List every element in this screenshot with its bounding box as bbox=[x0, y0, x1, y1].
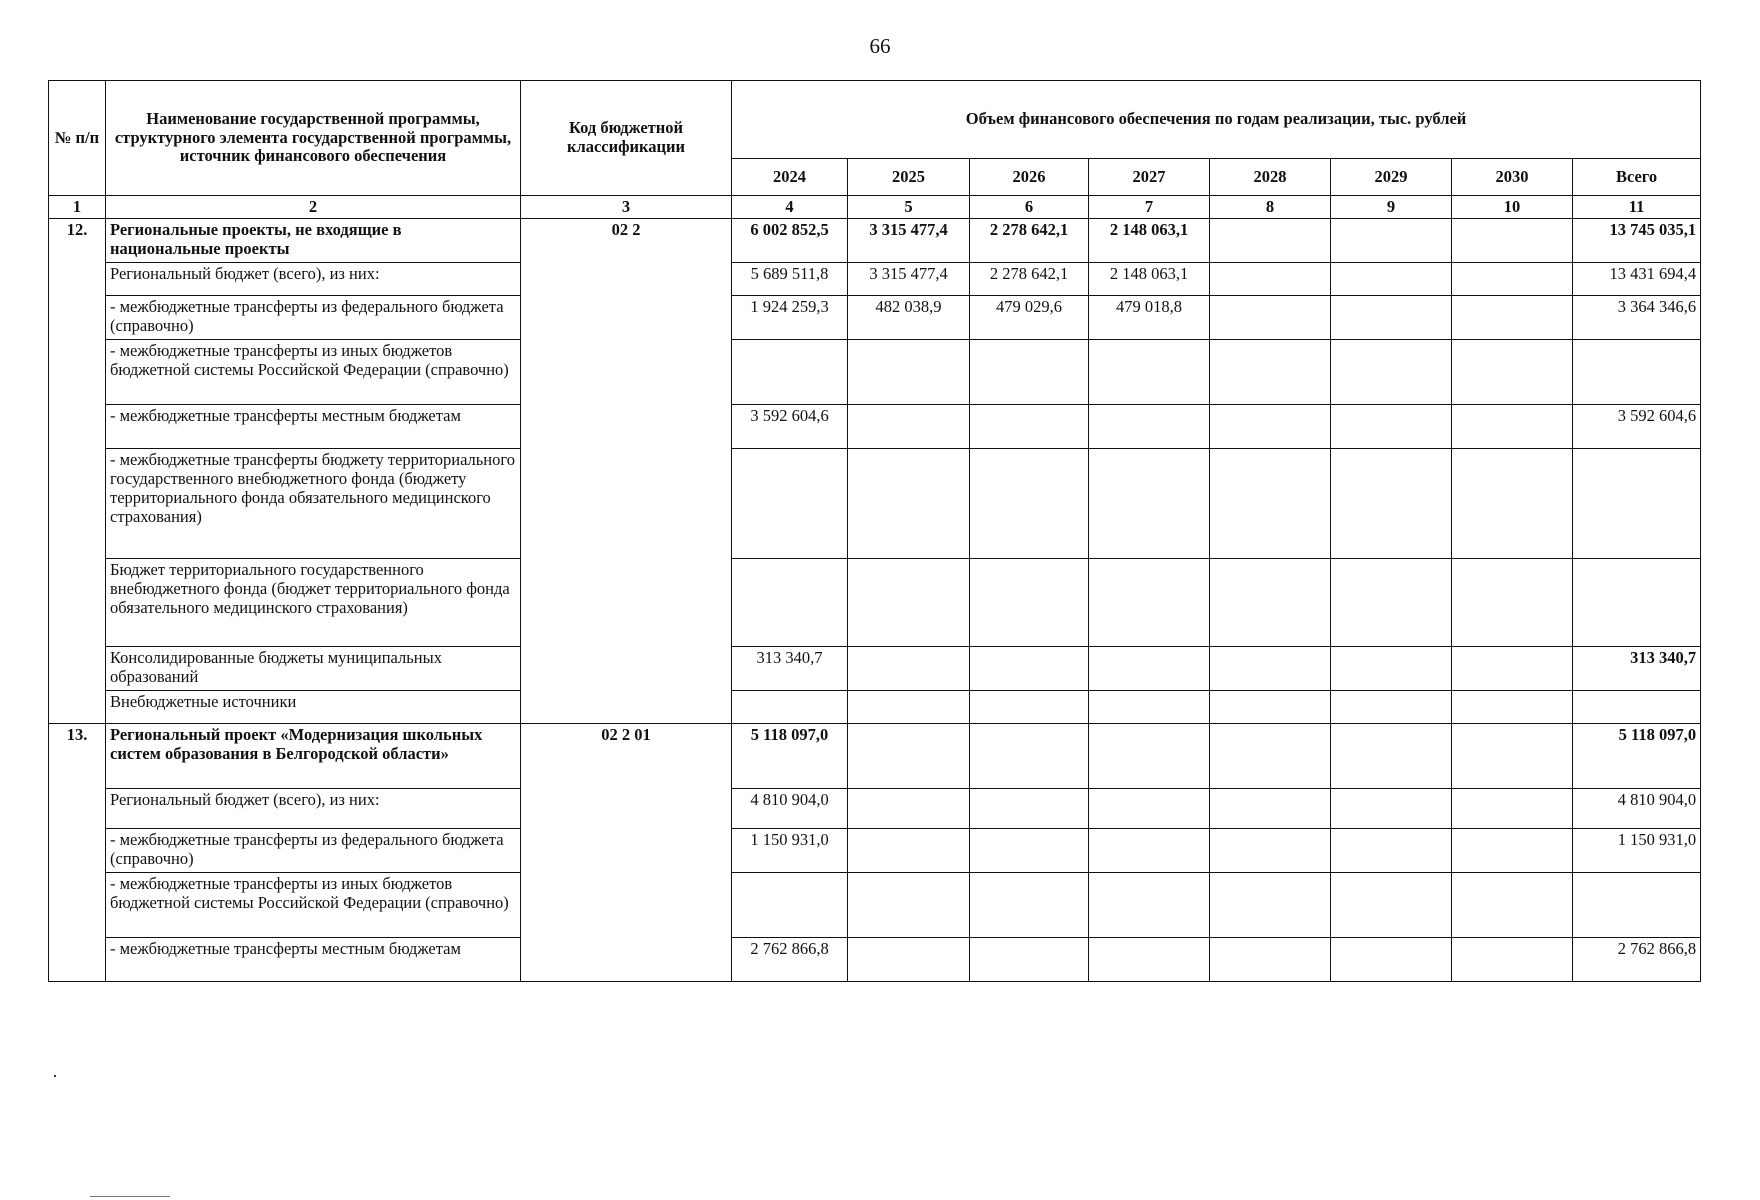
year-value bbox=[970, 340, 1089, 405]
year-value bbox=[1331, 340, 1452, 405]
year-value bbox=[1331, 405, 1452, 449]
year-value bbox=[848, 691, 970, 724]
year-value bbox=[1089, 789, 1210, 829]
year-value: 482 038,9 bbox=[848, 296, 970, 340]
row-number: 12. bbox=[49, 219, 106, 724]
table-row bbox=[49, 938, 1701, 982]
row-name: - межбюджетные трансферты из иных бюджетов бюджетной системы Российской Федерации (справочно) bbox=[106, 873, 521, 938]
table-row bbox=[49, 724, 1701, 789]
page-number: 66 bbox=[869, 34, 891, 58]
year-value bbox=[1331, 829, 1452, 873]
year-value bbox=[1089, 559, 1210, 647]
year-value bbox=[848, 829, 970, 873]
row-name: Региональный бюджет (всего), из них: bbox=[106, 263, 521, 296]
year-value bbox=[1452, 449, 1573, 559]
year-value bbox=[970, 559, 1089, 647]
year-value bbox=[1452, 789, 1573, 829]
year-value bbox=[732, 691, 848, 724]
header-year: 2028 bbox=[1210, 159, 1331, 196]
year-value bbox=[1210, 789, 1331, 829]
column-index: 11 bbox=[1573, 196, 1701, 219]
year-value bbox=[970, 873, 1089, 938]
year-value bbox=[1089, 691, 1210, 724]
year-value bbox=[1452, 691, 1573, 724]
total-value: 5 118 097,0 bbox=[1573, 724, 1701, 789]
header-total: Всего bbox=[1573, 159, 1701, 196]
table-row bbox=[49, 219, 1701, 263]
column-index: 9 bbox=[1331, 196, 1452, 219]
year-value bbox=[970, 647, 1089, 691]
footer-line bbox=[90, 1196, 170, 1197]
table-row bbox=[49, 691, 1701, 724]
year-value bbox=[1452, 263, 1573, 296]
table-row bbox=[49, 449, 1701, 559]
table-row bbox=[49, 873, 1701, 938]
table-row bbox=[49, 263, 1701, 296]
header-year: 2027 bbox=[1089, 159, 1210, 196]
year-value bbox=[1331, 263, 1452, 296]
year-value: 2 148 063,1 bbox=[1089, 263, 1210, 296]
scan-speck bbox=[54, 1075, 56, 1077]
year-value bbox=[848, 647, 970, 691]
row-name: Консолидированные бюджеты муниципальных образований bbox=[106, 647, 521, 691]
year-value bbox=[1331, 647, 1452, 691]
row-name: - межбюджетные трансферты из иных бюджетов бюджетной системы Российской Федерации (справочно) bbox=[106, 340, 521, 405]
header-year: 2026 bbox=[970, 159, 1089, 196]
year-value bbox=[1210, 263, 1331, 296]
year-value bbox=[1452, 647, 1573, 691]
column-index: 6 bbox=[970, 196, 1089, 219]
total-value: 13 745 035,1 bbox=[1573, 219, 1701, 263]
year-value: 313 340,7 bbox=[732, 647, 848, 691]
budget-table bbox=[48, 80, 1701, 982]
year-value bbox=[1452, 219, 1573, 263]
year-value bbox=[1452, 559, 1573, 647]
year-value bbox=[970, 691, 1089, 724]
year-value bbox=[1331, 938, 1452, 982]
year-value bbox=[1452, 340, 1573, 405]
year-value bbox=[1331, 219, 1452, 263]
year-value bbox=[732, 559, 848, 647]
year-value bbox=[970, 724, 1089, 789]
table-body bbox=[49, 219, 1701, 982]
total-value: 2 762 866,8 bbox=[1573, 938, 1701, 982]
total-value bbox=[1573, 873, 1701, 938]
year-value: 3 315 477,4 bbox=[848, 263, 970, 296]
column-index: 5 bbox=[848, 196, 970, 219]
header-volume: Объем финансового обеспечения по годам реализации, тыс. рублей bbox=[732, 81, 1701, 159]
header-year: 2030 bbox=[1452, 159, 1573, 196]
year-value: 1 150 931,0 bbox=[732, 829, 848, 873]
year-value: 2 148 063,1 bbox=[1089, 219, 1210, 263]
year-value bbox=[1331, 559, 1452, 647]
year-value bbox=[1452, 829, 1573, 873]
year-value: 2 278 642,1 bbox=[970, 263, 1089, 296]
row-name: - межбюджетные трансферты из федерального бюджета (справочно) bbox=[106, 296, 521, 340]
year-value bbox=[848, 938, 970, 982]
year-value bbox=[1331, 724, 1452, 789]
year-value bbox=[1210, 724, 1331, 789]
year-value bbox=[848, 789, 970, 829]
column-index: 3 bbox=[521, 196, 732, 219]
year-value bbox=[1089, 647, 1210, 691]
budget-code: 02 2 01 bbox=[521, 724, 732, 982]
row-name: Региональный проект «Модернизация школьных систем образования в Белгородской области» bbox=[106, 724, 521, 789]
year-value bbox=[1452, 724, 1573, 789]
row-name: - межбюджетные трансферты местным бюджетам bbox=[106, 938, 521, 982]
year-value: 2 762 866,8 bbox=[732, 938, 848, 982]
year-value bbox=[1210, 647, 1331, 691]
header-year: 2025 bbox=[848, 159, 970, 196]
year-value bbox=[1452, 873, 1573, 938]
year-value bbox=[1089, 405, 1210, 449]
year-value bbox=[1331, 449, 1452, 559]
year-value bbox=[1210, 219, 1331, 263]
table-row bbox=[49, 647, 1701, 691]
total-value bbox=[1573, 449, 1701, 559]
year-value: 2 278 642,1 bbox=[970, 219, 1089, 263]
year-value bbox=[1210, 873, 1331, 938]
column-index: 8 bbox=[1210, 196, 1331, 219]
year-value: 1 924 259,3 bbox=[732, 296, 848, 340]
year-value: 479 029,6 bbox=[970, 296, 1089, 340]
column-index: 2 bbox=[106, 196, 521, 219]
header-year: 2029 bbox=[1331, 159, 1452, 196]
year-value bbox=[1210, 829, 1331, 873]
total-value: 3 364 346,6 bbox=[1573, 296, 1701, 340]
total-value bbox=[1573, 691, 1701, 724]
year-value bbox=[1089, 724, 1210, 789]
year-value bbox=[1210, 449, 1331, 559]
year-value bbox=[1452, 296, 1573, 340]
year-value bbox=[1452, 405, 1573, 449]
total-value: 4 810 904,0 bbox=[1573, 789, 1701, 829]
year-value: 6 002 852,5 bbox=[732, 219, 848, 263]
column-index: 7 bbox=[1089, 196, 1210, 219]
year-value: 479 018,8 bbox=[1089, 296, 1210, 340]
total-value bbox=[1573, 559, 1701, 647]
header-code: Код бюджетной классификации bbox=[521, 81, 732, 196]
table-row bbox=[49, 296, 1701, 340]
row-name: Внебюджетные источники bbox=[106, 691, 521, 724]
year-value bbox=[970, 449, 1089, 559]
year-value: 3 315 477,4 bbox=[848, 219, 970, 263]
budget-code: 02 2 bbox=[521, 219, 732, 724]
header-no: № п/п bbox=[49, 81, 106, 196]
year-value bbox=[1210, 691, 1331, 724]
year-value bbox=[1331, 691, 1452, 724]
total-value: 1 150 931,0 bbox=[1573, 829, 1701, 873]
year-value bbox=[732, 340, 848, 405]
table-row bbox=[49, 789, 1701, 829]
total-value: 3 592 604,6 bbox=[1573, 405, 1701, 449]
year-value bbox=[970, 938, 1089, 982]
year-value bbox=[1210, 405, 1331, 449]
total-value bbox=[1573, 340, 1701, 405]
year-value bbox=[1210, 340, 1331, 405]
year-value bbox=[732, 449, 848, 559]
row-name: Региональный бюджет (всего), из них: bbox=[106, 789, 521, 829]
year-value bbox=[970, 789, 1089, 829]
year-value bbox=[1210, 559, 1331, 647]
year-value bbox=[1089, 873, 1210, 938]
row-number: 13. bbox=[49, 724, 106, 982]
year-value: 3 592 604,6 bbox=[732, 405, 848, 449]
year-value bbox=[848, 340, 970, 405]
year-value bbox=[848, 405, 970, 449]
year-value: 4 810 904,0 bbox=[732, 789, 848, 829]
year-value bbox=[848, 873, 970, 938]
year-value bbox=[1452, 938, 1573, 982]
year-value: 5 689 511,8 bbox=[732, 263, 848, 296]
year-value bbox=[1089, 340, 1210, 405]
row-name: - межбюджетные трансферты местным бюджетам bbox=[106, 405, 521, 449]
row-name: - межбюджетные трансферты из федерального бюджета (справочно) bbox=[106, 829, 521, 873]
year-value bbox=[1331, 296, 1452, 340]
row-name: Региональные проекты, не входящие в национальные проекты bbox=[106, 219, 521, 263]
table-row bbox=[49, 829, 1701, 873]
year-value bbox=[848, 449, 970, 559]
year-value bbox=[848, 559, 970, 647]
total-value: 13 431 694,4 bbox=[1573, 263, 1701, 296]
year-value bbox=[1089, 829, 1210, 873]
table-row bbox=[49, 405, 1701, 449]
year-value bbox=[1089, 449, 1210, 559]
year-value bbox=[1331, 789, 1452, 829]
year-value bbox=[970, 829, 1089, 873]
column-index: 4 bbox=[732, 196, 848, 219]
year-value bbox=[1331, 873, 1452, 938]
column-index: 10 bbox=[1452, 196, 1573, 219]
year-value bbox=[848, 724, 970, 789]
year-value bbox=[970, 405, 1089, 449]
column-index: 1 bbox=[49, 196, 106, 219]
year-value bbox=[1210, 938, 1331, 982]
row-name: Бюджет территориального государственного внебюджетного фонда (бюджет территориального фонда обязательного медицинского страхования) bbox=[106, 559, 521, 647]
year-value bbox=[1210, 296, 1331, 340]
row-name: - межбюджетные трансферты бюджету территориального государственного внебюджетного фонда (бюджету территориального фонда обязательного медицинского страхования) bbox=[106, 449, 521, 559]
year-value bbox=[732, 873, 848, 938]
table-row bbox=[49, 340, 1701, 405]
header-name: Наименование государственной программы, структурного элемента государственной программы, источник финансового обеспечения bbox=[106, 81, 521, 196]
table-row bbox=[49, 559, 1701, 647]
year-value bbox=[1089, 938, 1210, 982]
total-value: 313 340,7 bbox=[1573, 647, 1701, 691]
header-year: 2024 bbox=[732, 159, 848, 196]
year-value: 5 118 097,0 bbox=[732, 724, 848, 789]
